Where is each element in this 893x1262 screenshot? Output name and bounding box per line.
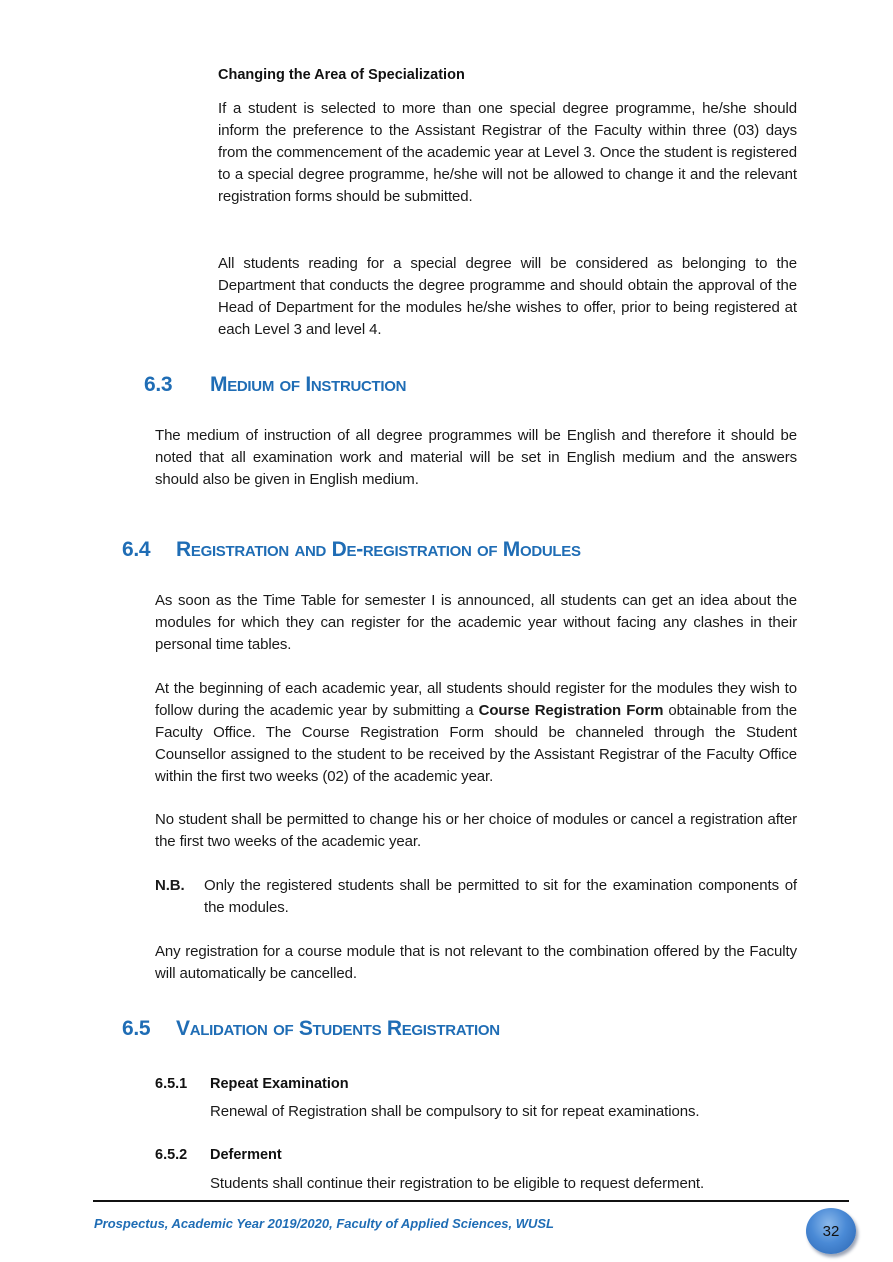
footer-text: Prospectus, Academic Year 2019/2020, Faculty of Applied Sciences, WUSL — [94, 1216, 555, 1231]
subsection-title: Deferment — [210, 1147, 282, 1163]
subsection-text: Renewal of Registration shall be compulsory to sit for repeat examinations. — [210, 1103, 700, 1120]
text: obtainable from the Faculty Office. The Course Registration Form should be channeled through the Student Counsellor assigned to the student to be received by the Assistant Registrar of the Faculty Office within the first two weeks (02) of the academic year. — [155, 702, 797, 785]
subsection-title: Repeat Examination — [210, 1076, 349, 1092]
footer-divider — [93, 1200, 849, 1202]
section-title: Registration and De-registration of Modules — [176, 538, 581, 561]
text: At the beginning of each academic year, all students should register for the modules they wish to follow during the academic year by submitting a — [155, 680, 797, 719]
section-title: Medium of Instruction — [210, 373, 407, 396]
paragraph: The medium of instruction of all degree programmes will be English and therefore it should be noted that all examination work and material will be set in English medium and the answers should also be given in English medium. — [155, 427, 797, 488]
section-heading-6-5 — [122, 1017, 500, 1041]
section-number: 6.4 — [122, 538, 151, 561]
section-number: 6.3 — [144, 373, 173, 396]
paragraph: No student shall be permitted to change his or her choice of modules or cancel a registration after the first two weeks of the academic year. — [155, 811, 797, 850]
course-registration-form-term: Course Registration Form — [478, 702, 664, 719]
subsection-number: 6.5.2 — [155, 1147, 188, 1163]
page-number-badge — [806, 1208, 856, 1254]
paragraph: If a student is selected to more than one special degree programme, he/she should inform the preference to the Assistant Registrar of the Faculty within three (03) days from the commencement of the academic year at Level 3. Once the student is registered to a special degree programme, he/she will not be allowed to change it and the relevant registration forms should be submitted. — [218, 100, 797, 205]
section-number: 6.5 — [122, 1017, 151, 1040]
note-label: N.B. — [155, 877, 185, 894]
paragraph: Any registration for a course module that is not relevant to the combination offered by the Faculty will automatically be cancelled. — [155, 943, 797, 982]
paragraph: As soon as the Time Table for semester I is announced, all students can get an idea about the modules for which they can register for the academic year without facing any clashes in their personal time tables. — [155, 592, 797, 653]
paragraph: All students reading for a special degree will be considered as belonging to the Department that conducts the degree programme and should obtain the approval of the Head of Department for the modules he/she wishes to offer, prior to being registered at each Level 3 and level 4. — [218, 255, 797, 338]
page-number: 32 — [822, 1222, 840, 1240]
paragraph — [155, 678, 797, 788]
subsection-number: 6.5.1 — [155, 1076, 188, 1092]
section-title: Validation of Students Registration — [176, 1017, 500, 1040]
subsection-text: Students shall continue their registration to be eligible to request deferment. — [210, 1175, 705, 1192]
section-heading-6-4 — [122, 538, 581, 562]
subheading-changing-specialization: Changing the Area of Specialization — [218, 67, 465, 83]
note-text: Only the registered students shall be permitted to sit for the examination components of the modules. — [204, 877, 797, 916]
section-heading-6-3 — [144, 373, 406, 397]
